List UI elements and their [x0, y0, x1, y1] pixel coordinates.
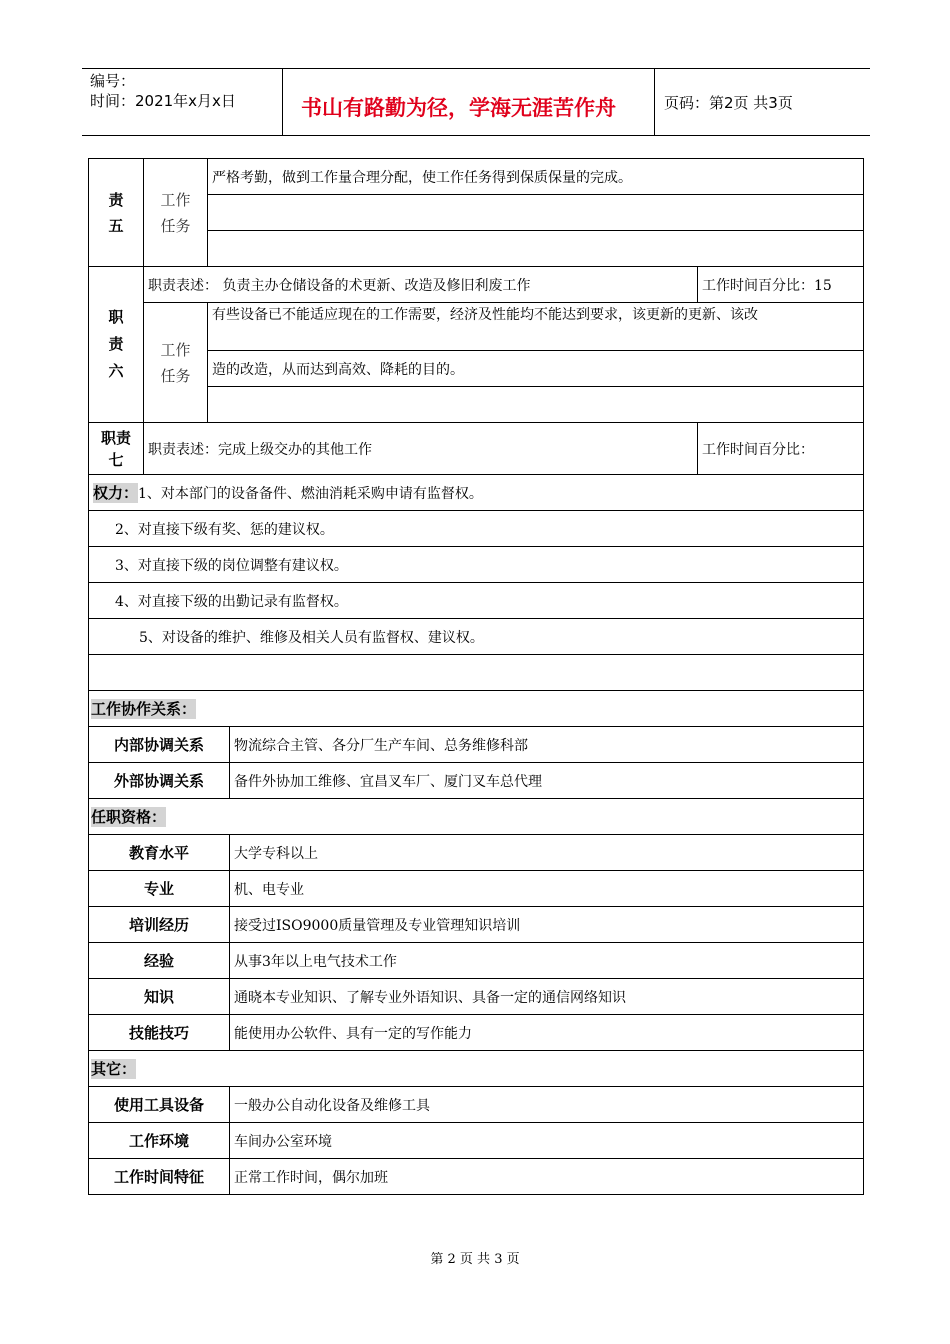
power-empty [89, 655, 864, 691]
power-row-1 [89, 475, 864, 511]
qualification-value-education: 大学专科以上 [230, 835, 864, 871]
duty6-task-line1: 有些设备已不能适应现在的工作需要，经济及性能均不能达到要求，该更新的更新、该改 [208, 303, 864, 351]
qualification-label-experience: 经验 [89, 943, 230, 979]
cooperation-section [89, 691, 864, 727]
duty5-task-empty1 [208, 195, 864, 231]
duty6-task-empty [208, 387, 864, 423]
cooperation-value-external: 备件外协加工维修、宜昌叉车厂、厦门叉车总代理 [230, 763, 864, 799]
document-time-label: 时间：2021年x月x日 [90, 92, 236, 110]
duty6-task-line2: 造的改造，从而达到高效、降耗的目的。 [208, 351, 864, 387]
power-title: 权力： [93, 484, 139, 502]
qualification-value-skills: 能使用办公软件、具有一定的写作能力 [230, 1015, 864, 1051]
duty5-task-line1: 严格考勤，做到工作量合理分配，使工作任务得到保质保量的完成。 [208, 159, 864, 195]
duty6-desc: 职责表述： 负责主办仓储设备的术更新、改造及修旧利废工作 [144, 267, 698, 303]
qualification-section [89, 799, 864, 835]
qualification-label-training: 培训经历 [89, 907, 230, 943]
header-page-label: 页码：第2页 共3页 [664, 94, 793, 112]
other-value-tools: 一般办公自动化设备及维修工具 [230, 1087, 864, 1123]
power-item-5: 5、对设备的维护、维修及相关人员有监督权、建议权。 [89, 619, 864, 655]
qualification-value-training: 接受过ISO9000质量管理及专业管理知识培训 [230, 907, 864, 943]
document-number-label: 编号： [90, 72, 136, 90]
power-item-1: 1、对本部门的设备备件、燃油消耗采购申请有监督权。 [138, 486, 483, 502]
qualification-title: 任职资格： [91, 808, 167, 826]
duty6-percent: 工作时间百分比：15 [698, 267, 864, 303]
power-item-2: 2、对直接下级有奖、惩的建议权。 [89, 511, 864, 547]
qualification-value-experience: 从事3年以上电气技术工作 [230, 943, 864, 979]
qualification-value-major: 机、电专业 [230, 871, 864, 907]
header-motto: 书山有路勤为径，学海无涯苦作舟 [301, 96, 616, 120]
qualification-label-education: 教育水平 [89, 835, 230, 871]
power-item-4: 4、对直接下级的出勤记录有监督权。 [89, 583, 864, 619]
page-footer: 第 2 页 共 3 页 [430, 1252, 520, 1267]
cooperation-title: 工作协作关系： [91, 700, 197, 718]
other-title: 其它： [91, 1060, 137, 1078]
cooperation-label-internal: 内部协调关系 [89, 727, 230, 763]
other-value-environment: 车间办公室环境 [230, 1123, 864, 1159]
qualification-label-knowledge: 知识 [89, 979, 230, 1015]
cooperation-label-external: 外部协调关系 [89, 763, 230, 799]
duty5-label: 责 五 [89, 159, 144, 267]
duty6-task-label: 工作 任务 [144, 303, 208, 423]
job-description-table [88, 158, 864, 1195]
qualification-value-knowledge: 通晓本专业知识、了解专业外语知识、具备一定的通信网络知识 [230, 979, 864, 1015]
duty7-label: 职责 七 [89, 423, 144, 475]
cooperation-value-internal: 物流综合主管、各分厂生产车间、总务维修科部 [230, 727, 864, 763]
other-section [89, 1051, 864, 1087]
other-label-environment: 工作环境 [89, 1123, 230, 1159]
other-label-worktime: 工作时间特征 [89, 1159, 230, 1195]
duty5-task-empty2 [208, 231, 864, 267]
power-item-3: 3、对直接下级的岗位调整有建议权。 [89, 547, 864, 583]
duty5-task-label: 工作 任务 [144, 159, 208, 267]
other-value-worktime: 正常工作时间，偶尔加班 [230, 1159, 864, 1195]
qualification-label-skills: 技能技巧 [89, 1015, 230, 1051]
duty7-desc: 职责表述：完成上级交办的其他工作 [144, 423, 698, 475]
duty6-label: 职 责 六 [89, 267, 144, 423]
other-label-tools: 使用工具设备 [89, 1087, 230, 1123]
qualification-label-major: 专业 [89, 871, 230, 907]
duty7-percent: 工作时间百分比： [698, 423, 864, 475]
